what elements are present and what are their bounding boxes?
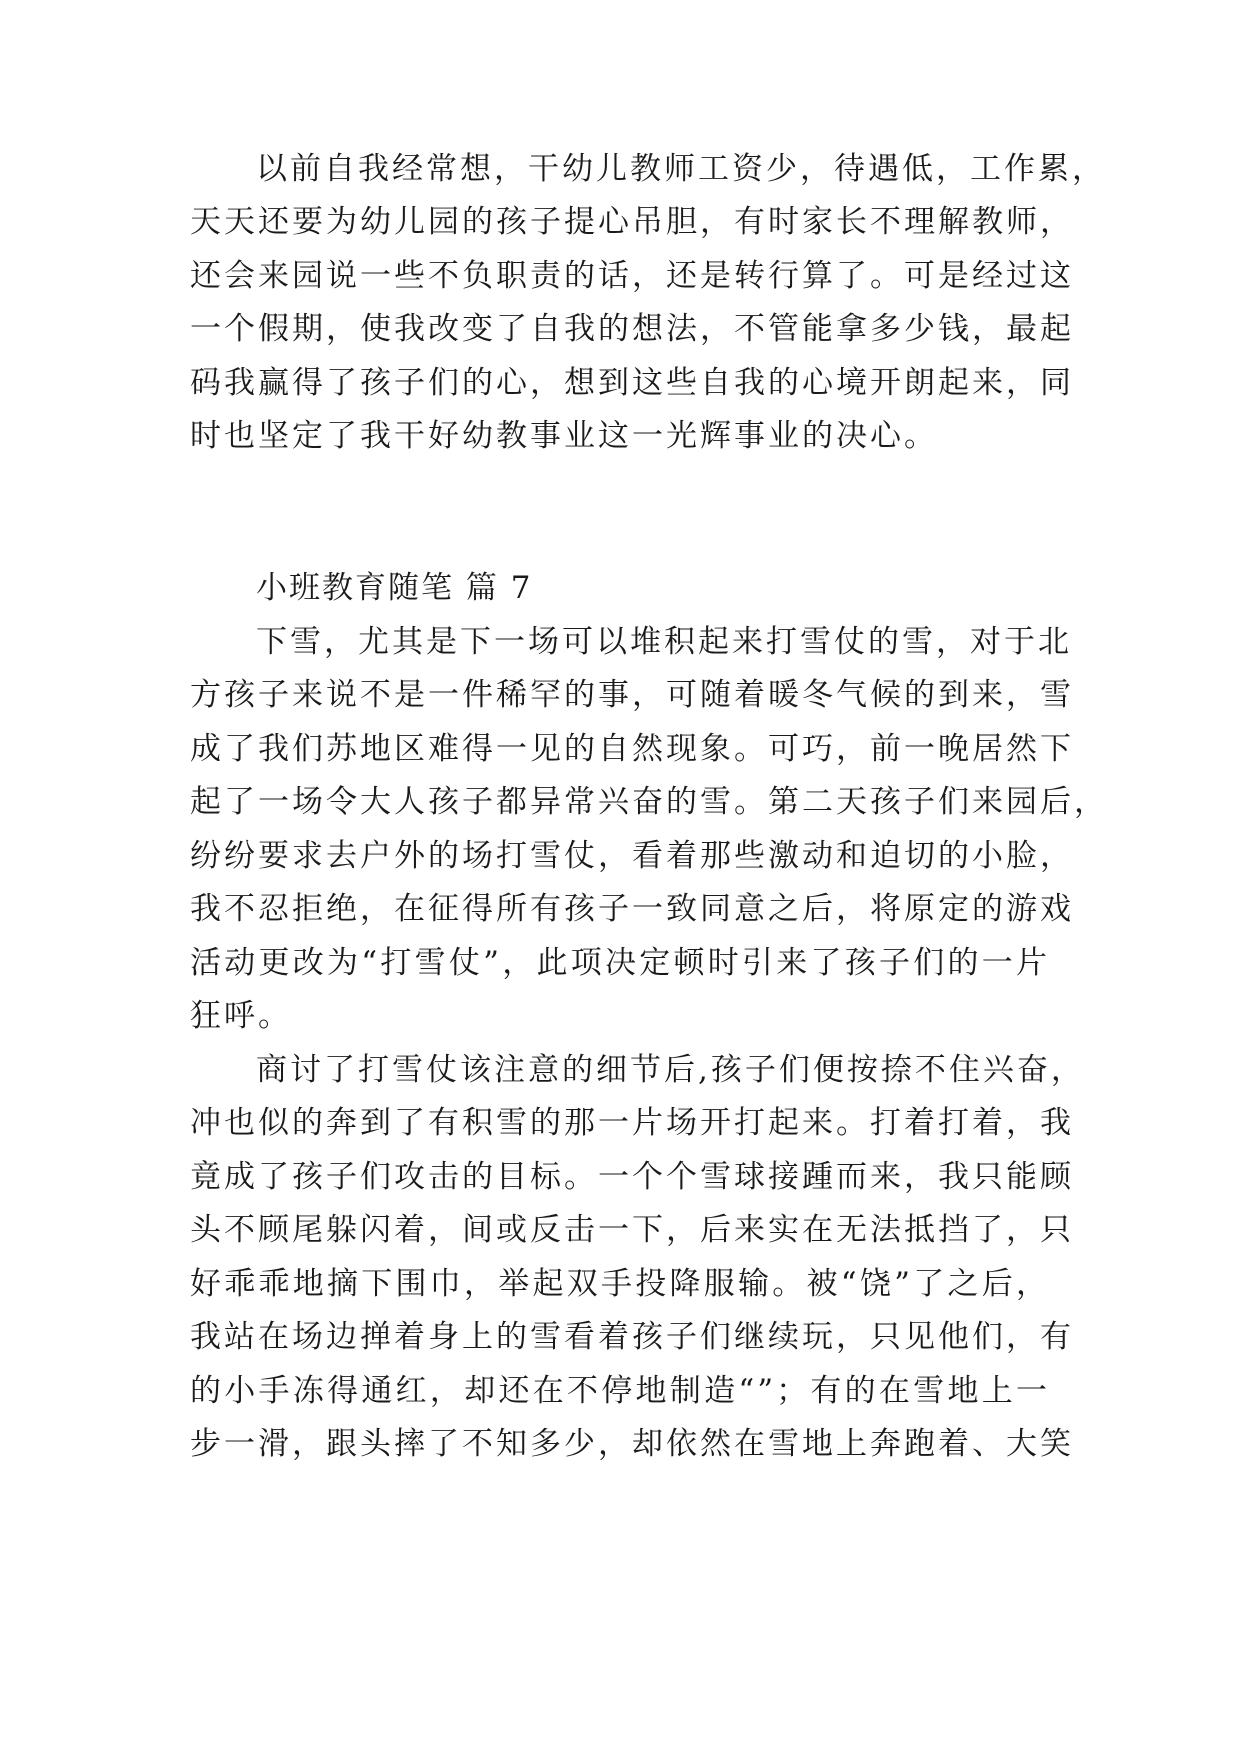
paragraph-2-line-3: 成了我们苏地区难得一见的自然现象。可巧，前一晚居然下 [190, 731, 1074, 767]
paragraph-2-line-6: 我不忍拒绝，在征得所有孩子一致同意之后，将原定的游戏 [190, 891, 1074, 927]
paragraph-3-line-2: 冲也似的奔到了有积雪的那一片场开打起来。打着打着，我 [190, 1105, 1074, 1141]
paragraph-1-line-1: 以前自我经常想，干幼儿教师工资少，待遇低，工作累， [256, 151, 1106, 187]
paragraph-3-line-4: 头不顾尾躲闪着，间或反击一下，后来实在无法抵挡了，只 [190, 1212, 1074, 1248]
paragraph-2-line-8: 狂呼。 [190, 998, 292, 1034]
paragraph-1-line-6: 时也坚定了我干好幼教事业这一光辉事业的决心。 [190, 418, 938, 454]
paragraph-2-line-4: 起了一场令大人孩子都异常兴奋的雪。第二天孩子们来园后， [190, 784, 1108, 820]
paragraph-3-line-5: 好乖乖地摘下围巾，举起双手投降服输。被“饶”了之后， [190, 1266, 1050, 1302]
paragraph-2-line-7: 活动更改为“打雪仗”，此项决定顿时引来了孩子们的一片 [190, 945, 1050, 981]
paragraph-3-line-1: 商讨了打雪仗该注意的细节后,孩子们便按捺不住兴奋， [256, 1052, 1085, 1088]
paragraph-1-line-5: 码我赢得了孩子们的心，想到这些自我的心境开朗起来，同 [190, 365, 1074, 401]
paragraph-2-line-1: 下雪，尤其是下一场可以堆积起来打雪仗的雪，对于北 [256, 624, 1072, 660]
paragraph-1-line-4: 一个假期，使我改变了自我的想法，不管能拿多少钱，最起 [190, 311, 1074, 347]
paragraph-1-line-2: 天天还要为幼儿园的孩子提心吊胆，有时家长不理解教师， [190, 204, 1074, 240]
paragraph-3-line-8: 步一滑，跟头摔了不知多少，却依然在雪地上奔跑着、大笑 [190, 1426, 1074, 1462]
section-title: 小班教育随笔 篇 7 [256, 570, 533, 606]
paragraph-1-line-3: 还会来园说一些不负职责的话，还是转行算了。可是经过这 [190, 258, 1074, 294]
paragraph-2-line-5: 纷纷要求去户外的场打雪仗，看着那些激动和迫切的小脸， [190, 838, 1074, 874]
paragraph-3-line-7: 的小手冻得通红，却还在不停地制造“”；有的在雪地上一 [190, 1373, 1050, 1409]
paragraph-3-line-6: 我站在场边掸着身上的雪看着孩子们继续玩，只见他们，有 [190, 1319, 1074, 1355]
paragraph-2-line-2: 方孩子来说不是一件稀罕的事，可随着暖冬气候的到来，雪 [190, 677, 1074, 713]
paragraph-3-line-3: 竟成了孩子们攻击的目标。一个个雪球接踵而来，我只能顾 [190, 1159, 1074, 1195]
